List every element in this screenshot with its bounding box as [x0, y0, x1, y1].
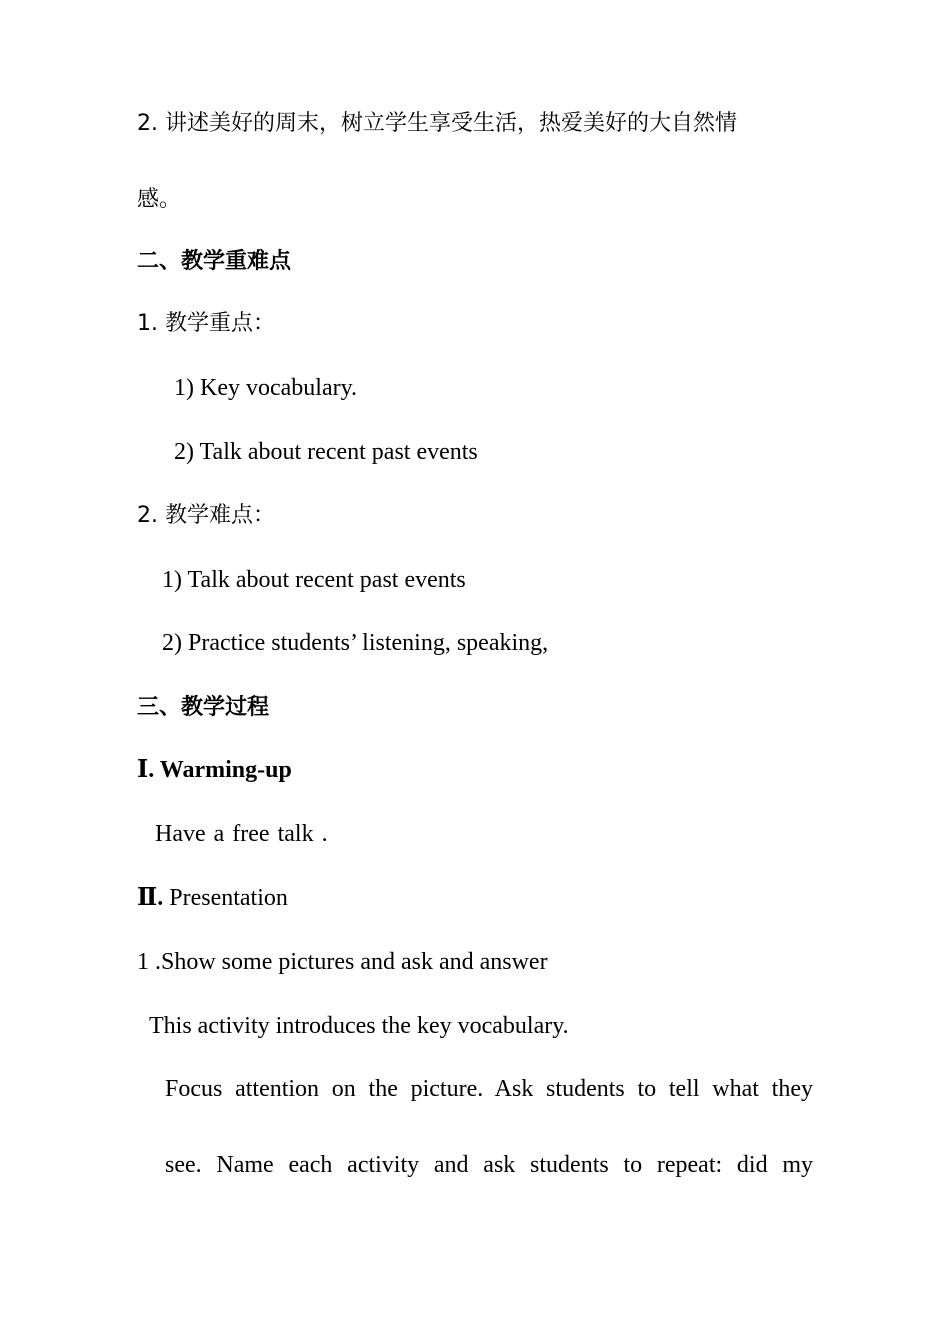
key-point-item: 2) Talk about recent past events — [174, 439, 478, 465]
step-2-dot: . — [157, 885, 164, 911]
difficult-points-heading: 2. 教学难点： — [137, 503, 275, 528]
activity-1-paragraph-line-2: see. Name each activity and ask students to repeat: did my — [165, 1152, 813, 1178]
section-2-heading: 二、教学重难点 — [137, 249, 292, 274]
goal-2-line-2: 感。 — [137, 187, 182, 212]
step-1-text: Have a free talk . — [155, 821, 328, 847]
key-point-item: 1) Key vocabulary. — [174, 375, 358, 401]
goal-2-line-1: 2. 讲述美好的周末，树立学生享受生活，热爱美好的大自然情 — [137, 111, 737, 136]
step-2-title: Presentation — [163, 885, 288, 911]
step-2-heading — [137, 883, 288, 913]
difficult-point-item: 2) Practice students’ listening, speaking, — [162, 630, 549, 656]
step-1-heading — [137, 755, 292, 785]
difficult-point-item: 1) Talk about recent past events — [162, 567, 466, 593]
activity-1-heading: 1 .Show some pictures and ask and answer — [137, 949, 548, 975]
activity-1-intro: This activity introduces the key vocabulary. — [149, 1013, 569, 1039]
step-1-title: . Warming-up — [148, 757, 292, 783]
step-2-numeral: Ⅱ — [137, 885, 158, 911]
key-points-heading: 1. 教学重点： — [137, 311, 275, 336]
step-1-numeral: Ⅰ — [137, 757, 149, 783]
section-3-heading: 三、教学过程 — [137, 695, 270, 720]
activity-1-paragraph-line-1: Focus attention on the picture. Ask students to tell what they — [165, 1076, 813, 1102]
